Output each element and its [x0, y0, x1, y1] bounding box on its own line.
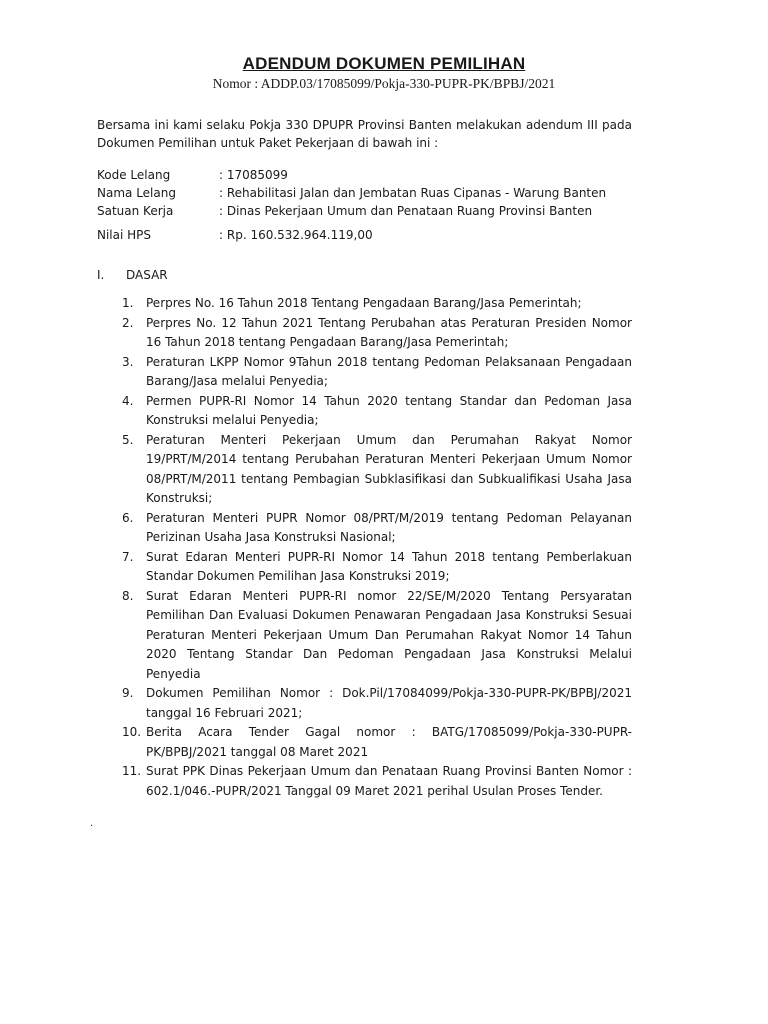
list-item-text: Peraturan LKPP Nomor 9Tahun 2018 tentang Pedoman Pelaksanaan Pengadaan Barang/Jasa melalui Penyedia; — [146, 354, 632, 388]
info-value: : Dinas Pekerjaan Umum dan Penataan Ruang Provinsi Banten — [219, 204, 593, 218]
list-item — [122, 294, 632, 314]
list-item-text: Surat PPK Dinas Pekerjaan Umum dan Penataan Ruang Provinsi Banten Nomor : 602.1/046.-PUPR/2021 Tanggal 09 Maret 2021 perihal Usulan Proses Tender. — [146, 764, 632, 798]
info-row-satuan-kerja — [97, 202, 592, 220]
list-item-number: 11. — [122, 764, 142, 778]
list-item-number: 3. — [122, 354, 134, 369]
info-value: : Rp. 160.532.964.119,00 — [219, 228, 373, 242]
list-item-text: Peraturan Menteri Pekerjaan Umum dan Perumahan Rakyat Nomor 19/PRT/M/2014 tentang Perubahan Peraturan Menteri Pekerjaan Umum Nomor 08/PRT/M/2011 tentang Pembagian Subklasifikasi dan Subkualifikasi Usaha Jasa Konstruksi; — [146, 432, 632, 505]
list-item-text: Permen PUPR-RI Nomor 14 Tahun 2020 tentang Standar dan Pedoman Jasa Konstruksi melalui Penyedia; — [146, 393, 632, 427]
list-item-text: Peraturan Menteri PUPR Nomor 08/PRT/M/2019 tentang Pedoman Pelayanan Perizinan Usaha Jasa Konstruksi Nasional; — [146, 510, 632, 544]
info-row-nama-lelang — [97, 184, 606, 202]
list-item-text: Berita Acara Tender Gagal nomor : BATG/17085099/Pokja-330-PUPR-PK/BPBJ/2021 tanggal 08 Maret 2021 — [146, 725, 632, 759]
info-value: : 17085099 — [219, 168, 288, 182]
list-item-number: 2. — [122, 315, 134, 330]
document-title: ADENDUM DOKUMEN PEMILIHAN — [242, 54, 526, 73]
list-item — [122, 353, 632, 392]
list-item — [122, 509, 632, 548]
list-item-text: Perpres No. 16 Tahun 2018 Tentang Pengadaan Barang/Jasa Pemerintah; — [146, 296, 582, 310]
trailing-mark: . — [90, 818, 94, 829]
list-item-text: Surat Edaran Menteri PUPR-RI Nomor 14 Tahun 2018 tentang Pemberlakuan Standar Dokumen Pemilihan Jasa Konstruksi 2019; — [146, 549, 632, 583]
list-item-text: Dokumen Pemilihan Nomor : Dok.Pil/17084099/Pokja-330-PUPR-PK/BPBJ/2021 tanggal 16 Februari 2021; — [146, 686, 632, 720]
list-item — [122, 314, 632, 353]
list-item — [122, 723, 632, 762]
info-label: Kode Lelang — [97, 168, 171, 182]
list-item-text: Perpres No. 12 Tahun 2021 Tentang Perubahan atas Peraturan Presiden Nomor 16 Tahun 2018 tentang Pengadaan Barang/Jasa Pemerintah; — [146, 315, 632, 349]
info-label: Nama Lelang — [97, 186, 176, 200]
section-title: DASAR — [126, 268, 168, 282]
list-item — [122, 762, 632, 801]
document-number: Nomor : ADDP.03/17085099/Pokja-330-PUPR-PK/BPBJ/2021 — [212, 76, 556, 91]
list-item-text: Surat Edaran Menteri PUPR-RI nomor 22/SE/M/2020 Tentang Persyaratan Pemilihan Dan Evaluasi Dokumen Penawaran Pengadaan Jasa Konstruksi Sesuai Peraturan Menteri Pekerjaan Umum Dan Perumahan Rakyat Nomor 14 Tahun 2020 Tentang Standar Dan Pedoman Pengadaan Jasa Konstruksi Melalui Penyedia — [146, 588, 632, 681]
list-item — [122, 684, 632, 723]
list-item — [122, 431, 632, 509]
list-item — [122, 548, 632, 587]
basis-list — [122, 294, 632, 801]
list-item-number: 10. — [122, 725, 142, 739]
list-item-number: 8. — [122, 588, 134, 603]
list-item-number: 5. — [122, 432, 134, 447]
info-row-kode-lelang — [97, 166, 288, 184]
list-item — [122, 392, 632, 431]
list-item-number: 6. — [122, 510, 134, 525]
info-label: Nilai HPS — [97, 228, 152, 242]
info-value: : Rehabilitasi Jalan dan Jembatan Ruas Cipanas - Warung Banten — [219, 186, 607, 200]
section-heading — [97, 266, 168, 284]
list-item-number: 4. — [122, 393, 134, 408]
list-item-number: 7. — [122, 549, 134, 564]
info-label: Satuan Kerja — [97, 204, 174, 218]
section-number: I. — [97, 268, 105, 282]
list-item — [122, 587, 632, 685]
list-item-number: 9. — [122, 686, 134, 700]
intro-paragraph: Bersama ini kami selaku Pokja 330 DPUPR Provinsi Banten melakukan adendum III pada Dokumen Pemilihan untuk Paket Pekerjaan di bawah ini : — [97, 118, 632, 150]
info-row-nilai-hps — [97, 226, 373, 244]
list-item-number: 1. — [122, 296, 134, 310]
